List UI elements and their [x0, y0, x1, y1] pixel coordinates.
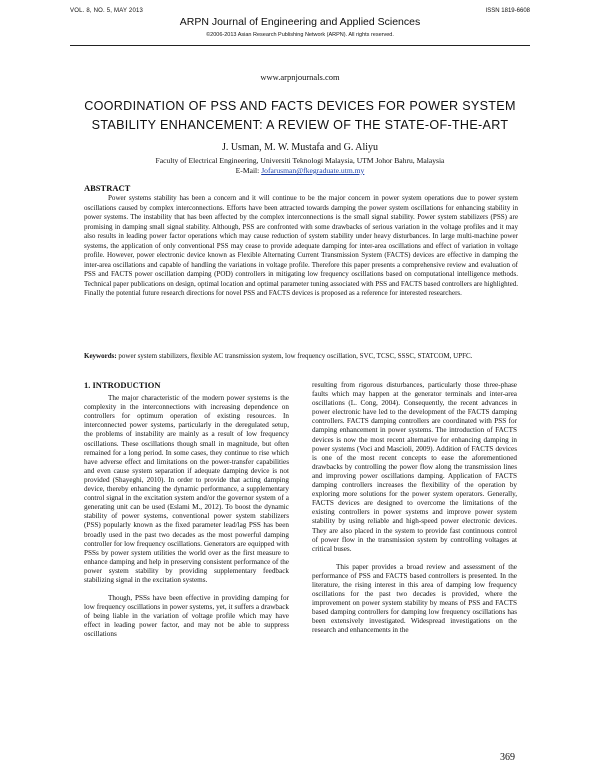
intro-paragraph-2: Though, PSSs have been effective in providing damping for low frequency oscillations in power systems, yet, it suffers a drawback of being liable in the variation of voltage profile which may have effect in leading power factor, and may not be able to suppress oscillations	[84, 594, 289, 639]
email-label: E-Mail:	[235, 166, 260, 175]
issn: ISSN 1819-6608	[485, 8, 530, 14]
paper-title	[70, 97, 530, 135]
title-line-2: STABILITY ENHANCEMENT: A REVIEW OF THE STATE-OF-THE-ART	[91, 118, 509, 132]
intro-paragraph-3: resulting from rigorous disturbances, particularly those three-phase faults which may happen at the generator terminals and inter-area oscillations (L. Cong, 2004). Consequently, the recent advances in power electronic have led to the development of the FACTS damping controllers. FACTS damping controllers are coordinated with PSS for damping enhancement in power systems. The introduction of FACTS devices is now the most recent alternative for enhancing damping in power systems (Voci and Mascioli, 2009). Addition of FACTS devices is one of the most recent concepts to ease the aforementioned drawbacks by controlling the power flow along the transmission lines and improving power oscillations damping. Application of FACTS damping controllers increases the flexibility of the operation by exploring more solutions for the power system operators. Generally, FACTS devices are designed to overcome the limitations of the existing controllers in power systems and improve power system stability by using reliable and high-speed power electronic devices. They are also placed in the system to provide fast continuous control of power flow in the transmission system by controlling voltages at critical buses.	[312, 381, 517, 553]
intro-paragraph-1: The major characteristic of the modern power systems is the complexity in the interconnections with increasing dependence on controllers for optimum operation of existing resources. In interconnected power systems, particularly in the deregulated setup, the problems of instability are mainly as a result of low frequency oscillations. These oscillations though small in magnitude, but often remained for a long period. In some cases, they continue to rise which have adverse effect and limitations on the power-transfer capabilities and even cause system separation if adequate damping device is not provided (Shayeghi, 2010). In order to provide that acting damping device, thereby enhancing the dynamic performance, a supplementary control signal in the excitation system and/or the governor system of a generating unit can be used (Eslami M., 2012). To boost the dynamic stability of power systems, conventional power system stabilizers (PSS) popularly known as the fixed parameter lead/lag PSS has been broadly used in the past two decades as the most powerful damping controller for low frequency oscillations. Generators are equipped with PSSs by power system utilities the world over as the first measure to enhance damping and help in preserving consistent performance of the power system stability by providing supplementary feedback stabilizing signal in the excitation systems.	[84, 394, 289, 584]
keywords-list: power system stabilizers, flexible AC transmission system, low frequency oscillation, SVC, TCSC, SSSC, STATCOM, UPFC.	[118, 352, 473, 360]
header-rule	[70, 45, 530, 46]
journal-name: ARPN Journal of Engineering and Applied Sciences	[179, 16, 421, 28]
affiliation: Faculty of Electrical Engineering, Universiti Teknologi Malaysia, UTM Johor Bahru, Malaysia	[155, 156, 445, 165]
page-number: 369	[500, 752, 515, 763]
authors: J. Usman, M. W. Mustafa and G. Aliyu	[221, 142, 379, 153]
copyright: ©2006-2013 Asian Research Publishing Network (ARPN). All rights reserved.	[206, 32, 394, 38]
journal-website[interactable]: www.arpnjournals.com	[260, 72, 340, 82]
abstract-heading: ABSTRACT	[84, 183, 131, 193]
title-line-1: COORDINATION OF PSS AND FACTS DEVICES FOR POWER SYSTEM	[84, 99, 516, 113]
keywords	[84, 352, 518, 362]
column-right	[312, 381, 517, 636]
abstract-body: Power systems stability has been a concern and it will continue to be the major concern in power system operations due to power system oscillations caused by complex interconnections. Efforts have been attracted towards damping the power system oscillations for enhancing stability in power systems. The instability that has been affected by the complex interconnections is the small signal stability. Power system stabilizers (PSS) are promising in damping small signal stability. Although, PSS are confronted with some drawbacks of serious variation in the voltage profiles and it may also results in leading power factor operations which may cause reduction of system stability under heavy disturbances. In large multi-machine power systems, the application of only conventional PSS may cease to provide adequate damping for inter-area oscillations and effect of variation in voltage profile. However, power electronic device known as Flexible Alternating Current Transmission System (FACTS) devices are effective in damping the inter-area oscillations and capable of handling the variations in voltage profile. Therefore this paper presents a comprehensive review and evaluation of PSS and FACTS power oscillation damping (POD) controllers in mitigating low frequency oscillations based on computational intelligence methods. Technical paper publications on design, optimal location and optimal parameter tuning associated with PSS and FACTS based controllers are highlighted. Finally the potential future research directions for novel PSS and FACTS devices is proposed as a reference for interested researchers.	[84, 194, 518, 298]
abstract-text	[84, 194, 518, 299]
column-left	[84, 381, 289, 640]
volume-info: VOL. 8, NO. 5, MAY 2013	[70, 8, 144, 14]
email-line	[0, 166, 600, 175]
intro-paragraph-4: This paper provides a broad review and assessment of the performance of PSS and FACTS based controllers is presented. In the literature, the rising interest in this area of damping low frequency oscillations for the past two decades is provided, where the improvement on power system stability by means of PSS and FACTS based damping controllers for damping low frequency oscillations has been extensively investigated. Widespread investigations on the research and enhancements in the	[312, 562, 517, 635]
email-link[interactable]: Jofarusman@fkegraduate.utm.my	[261, 166, 365, 175]
keywords-label: Keywords:	[84, 352, 117, 360]
section-heading-introduction: 1. INTRODUCTION	[84, 380, 161, 390]
